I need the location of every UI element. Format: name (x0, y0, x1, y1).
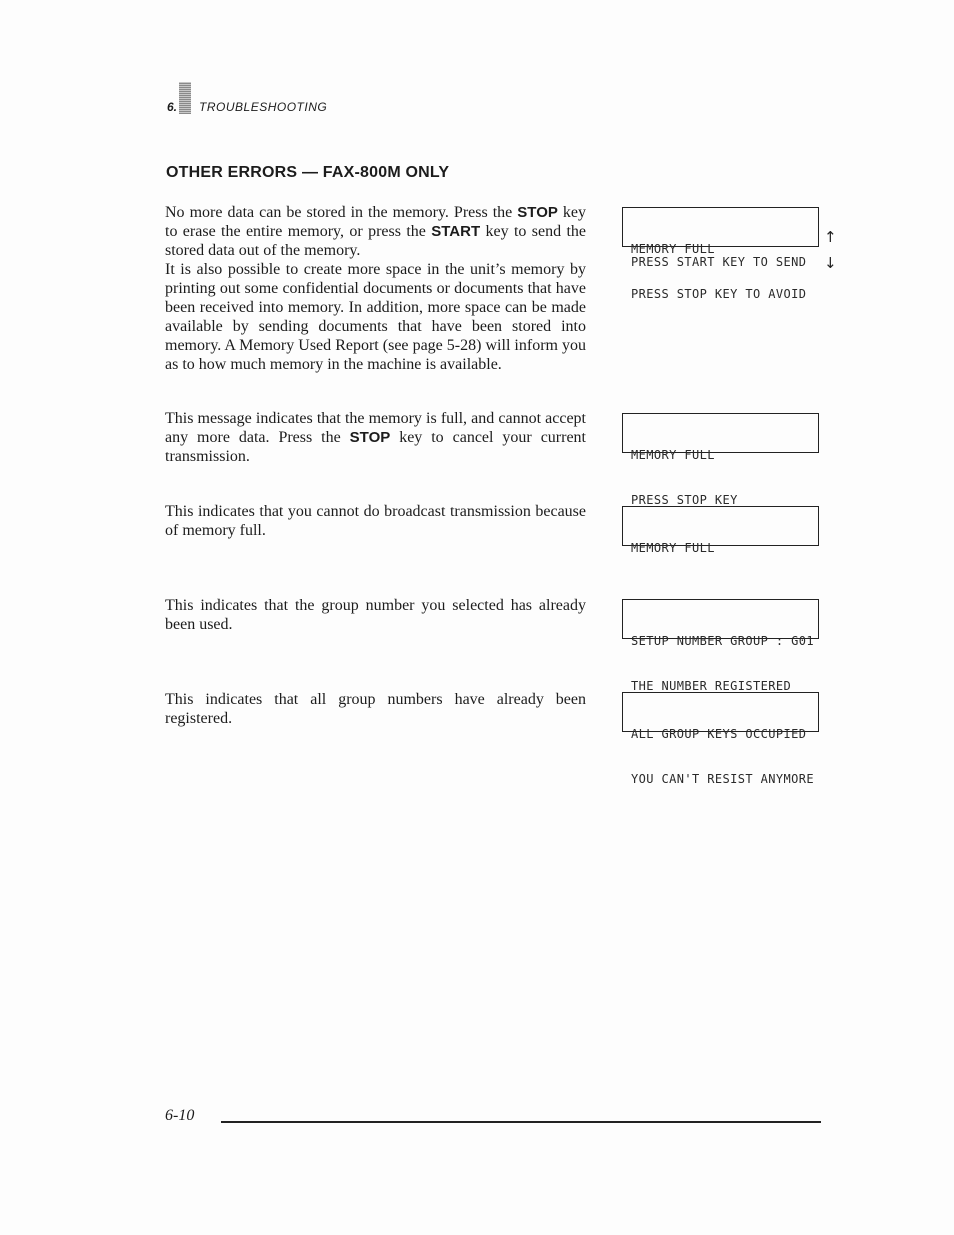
lcd-line: ALL GROUP KEYS OCCUPIED (631, 727, 807, 741)
page-number: 6-10 (165, 1107, 195, 1124)
stop-key-label: STOP (349, 429, 391, 446)
lcd-line: MEMORY FULL (631, 242, 715, 256)
lcd-alternate-line: PRESS START KEY TO SEND (631, 255, 807, 269)
lcd-line: YOU CAN'T RESIST ANYMORE (631, 772, 814, 786)
running-header (167, 80, 327, 114)
lcd-display (622, 506, 819, 555)
chapter-tab-marker (179, 82, 191, 114)
entry-paragraph: It is also possible to create more space in the unit’s memory by printing out some confidential documents or documents that have been received into memory. In addition, more space can be made available by sending documents that have been stored into memory. A Memory Used Report (see page 5-28) will inform you as to how much memory in the machine is available. (165, 261, 586, 373)
entry-paragraph: This message indicates that the memory is full, and cannot accept any more data. Press the STOP key to cancel your current transmission. (165, 410, 587, 465)
entry-paragraph: No more data can be stored in the memory. Press the STOP key to erase the entire memory, or press the START key to send the stored data out of the memory. (165, 204, 587, 259)
entry-groups-occupied-description (165, 690, 586, 728)
chapter-number: 6. (167, 100, 178, 114)
lcd-line: SETUP NUMBER GROUP : G01 (631, 634, 814, 648)
lcd-line: PRESS STOP KEY TO AVOID (631, 287, 807, 301)
entry-memory-full-cancel-description (165, 409, 586, 466)
entry-paragraph: This indicates that you cannot do broadcast transmission because of memory full. (165, 503, 586, 539)
section-title: OTHER ERRORS — FAX-800M ONLY (166, 164, 450, 181)
stop-key-label: STOP (517, 204, 558, 221)
arrow-down-icon: ↓ (824, 254, 837, 272)
arrow-up-icon: ↑ (824, 228, 837, 246)
entry-paragraph: This indicates that all group numbers have already been registered. (165, 691, 586, 727)
lcd-display (622, 692, 819, 786)
footer-rule (221, 1121, 821, 1123)
entry-memory-full-description (165, 203, 586, 374)
entry-group-used-description (165, 596, 586, 634)
lcd-display (622, 413, 819, 507)
lcd-line: MEMORY FULL (631, 448, 715, 462)
lcd-line: THE NUMBER REGISTERED (631, 679, 792, 693)
chapter-title: TROUBLESHOOTING (199, 100, 328, 114)
lcd-line: PRESS STOP KEY (631, 493, 738, 507)
lcd-line: MEMORY FULL (631, 541, 715, 555)
entry-paragraph: This indicates that the group number you selected has already been used. (165, 597, 586, 633)
lcd-display (622, 599, 819, 693)
entry-broadcast-memory-description (165, 502, 586, 540)
start-key-label: START (431, 223, 481, 240)
